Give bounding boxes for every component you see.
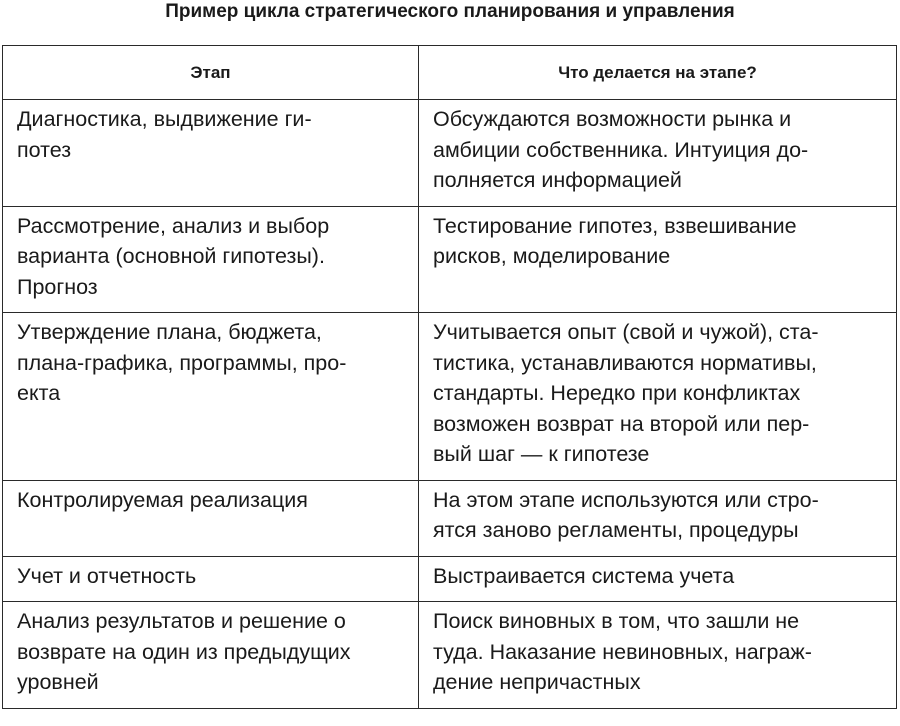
table-row bbox=[3, 480, 897, 556]
cell-text-line: туда. Наказание невиновных, награж- bbox=[433, 639, 812, 664]
cell-text-line: Учитывается опыт (свой и чужой), ста- bbox=[433, 320, 819, 344]
cell-text-line: екта bbox=[17, 381, 61, 405]
stage-cell bbox=[3, 602, 419, 709]
action-cell bbox=[419, 602, 897, 709]
cell-text-line: Утверждение плана, бюджета, bbox=[17, 320, 322, 344]
cell-text-line: полняется информацией bbox=[433, 168, 682, 192]
stage-cell bbox=[3, 556, 419, 602]
header-stage: Этап bbox=[3, 46, 419, 100]
cell-text-line: потез bbox=[17, 137, 72, 162]
action-cell bbox=[419, 206, 897, 313]
cell-text-line: Тестирование гипотез, взвешивание bbox=[433, 213, 797, 238]
stage-cell bbox=[3, 100, 419, 207]
action-cell bbox=[419, 556, 897, 602]
cell-text-line: Анализ результатов и решение о bbox=[17, 609, 346, 633]
cell-text-line: уровней bbox=[17, 670, 99, 694]
cell-text-line: рисков, моделирование bbox=[433, 244, 671, 268]
cell-text-line: Учет и отчетность bbox=[17, 563, 197, 588]
cell-text-line: возможен возврат на второй или пер- bbox=[433, 411, 810, 436]
cell-text-line: Прогноз bbox=[17, 274, 98, 299]
cell-text-line: варианта (основной гипотезы). bbox=[17, 244, 325, 268]
table-row bbox=[3, 206, 897, 313]
table-row bbox=[3, 100, 897, 207]
table-body bbox=[3, 100, 897, 709]
table-row bbox=[3, 556, 897, 602]
action-cell bbox=[419, 313, 897, 481]
cell-text-line: амбиции собственника. Интуиция до- bbox=[433, 137, 809, 162]
stage-cell bbox=[3, 206, 419, 313]
stage-cell bbox=[3, 480, 419, 556]
cell-text-line: плана-графика, программы, про- bbox=[17, 350, 347, 375]
stages-table bbox=[2, 45, 897, 709]
table-row bbox=[3, 313, 897, 481]
stage-cell bbox=[3, 313, 419, 481]
cell-text-line: Контролируемая реализация bbox=[17, 487, 308, 512]
cell-text-line: Поиск виновных в том, что зашли не bbox=[433, 609, 800, 633]
cell-text-line: Выстраивается система учета bbox=[433, 563, 735, 588]
cell-text-line: вый шаг — к гипотезе bbox=[433, 442, 650, 466]
cell-text-line: стандарты. Нередко при конфликтах bbox=[433, 381, 801, 405]
action-cell bbox=[419, 100, 897, 207]
action-cell bbox=[419, 480, 897, 556]
cell-text-line: тистика, устанавливаются нормативы, bbox=[433, 350, 817, 375]
cell-text-line: дение непричастных bbox=[433, 670, 641, 694]
header-action: Что делается на этапе? bbox=[419, 46, 897, 100]
cell-text-line: Обсуждаются возможности рынка и bbox=[433, 107, 792, 131]
cell-text-line: Рассмотрение, анализ и выбор bbox=[17, 213, 330, 238]
table-row bbox=[3, 602, 897, 709]
document-title: Пример цикла стратегического планирования и управления bbox=[165, 1, 735, 22]
cell-text-line: возврате на один из предыдущих bbox=[17, 639, 351, 664]
table-header-row bbox=[3, 46, 897, 100]
cell-text-line: ятся заново регламенты, процедуры bbox=[433, 518, 799, 542]
cell-text-line: На этом этапе используются или стро- bbox=[433, 487, 819, 512]
cell-text-line: Диагностика, выдвижение ги- bbox=[17, 107, 312, 131]
